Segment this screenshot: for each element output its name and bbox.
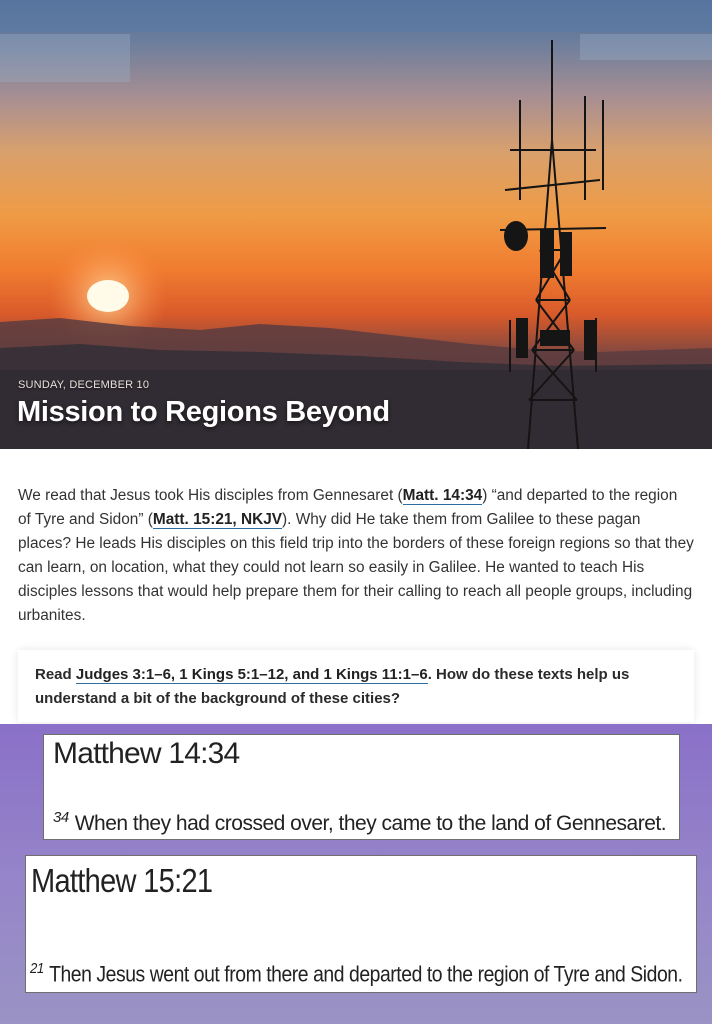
study-question-box bbox=[18, 650, 694, 722]
verse-text: Then Jesus went out from there and departed to the region of Tyre and Sidon. bbox=[49, 961, 683, 987]
scripture-link-matt-14-34[interactable]: Matt. 14:34 bbox=[402, 487, 483, 504]
verse-section bbox=[0, 724, 712, 1024]
hero-banner bbox=[0, 0, 712, 449]
verse-text: When they had crossed over, they came to the land of Gennesaret. bbox=[74, 812, 667, 835]
question-text-1: Read bbox=[35, 666, 76, 683]
verse-line bbox=[53, 809, 666, 836]
verse-reference: Matthew 15:21 bbox=[31, 862, 213, 899]
page-title: Mission to Regions Beyond bbox=[17, 396, 390, 428]
study-question bbox=[35, 663, 678, 711]
verse-card-matthew-15-21 bbox=[25, 855, 697, 993]
lesson-paragraph bbox=[18, 484, 694, 628]
scripture-link-matt-15-21[interactable]: Matt. 15:21, NKJV bbox=[152, 511, 283, 528]
lesson-text-3: ). Why did He take them from Galilee to these pagan places? He leads His disciples on this field trip into the borders of these foreign regions so that they can learn, on location, what they could not learn so easily in Galilee. He wanted to teach His disciples lessons that would help prepare them for their calling to reach all people groups, including urbanites. bbox=[18, 511, 694, 624]
lesson-text-2: ) “and departed to the region of Tyre and Sidon” ( bbox=[18, 487, 678, 528]
scripture-link-judges-kings[interactable]: Judges 3:1–6, 1 Kings 5:1–12, and 1 Kings 11:1–6 bbox=[75, 666, 428, 683]
verse-number: 21 bbox=[30, 960, 44, 977]
verse-reference: Matthew 14:34 bbox=[53, 737, 240, 770]
verse-line bbox=[30, 960, 683, 987]
lesson-text-1: We read that Jesus took His disciples from Gennesaret ( bbox=[18, 487, 403, 504]
verse-card-matthew-14-34 bbox=[43, 734, 680, 840]
verse-number: 34 bbox=[53, 809, 69, 826]
question-text-2: . How do these texts help us understand a bit of the background of these cities? bbox=[35, 666, 630, 707]
post-date: SUNDAY, DECEMBER 10 bbox=[18, 379, 150, 391]
